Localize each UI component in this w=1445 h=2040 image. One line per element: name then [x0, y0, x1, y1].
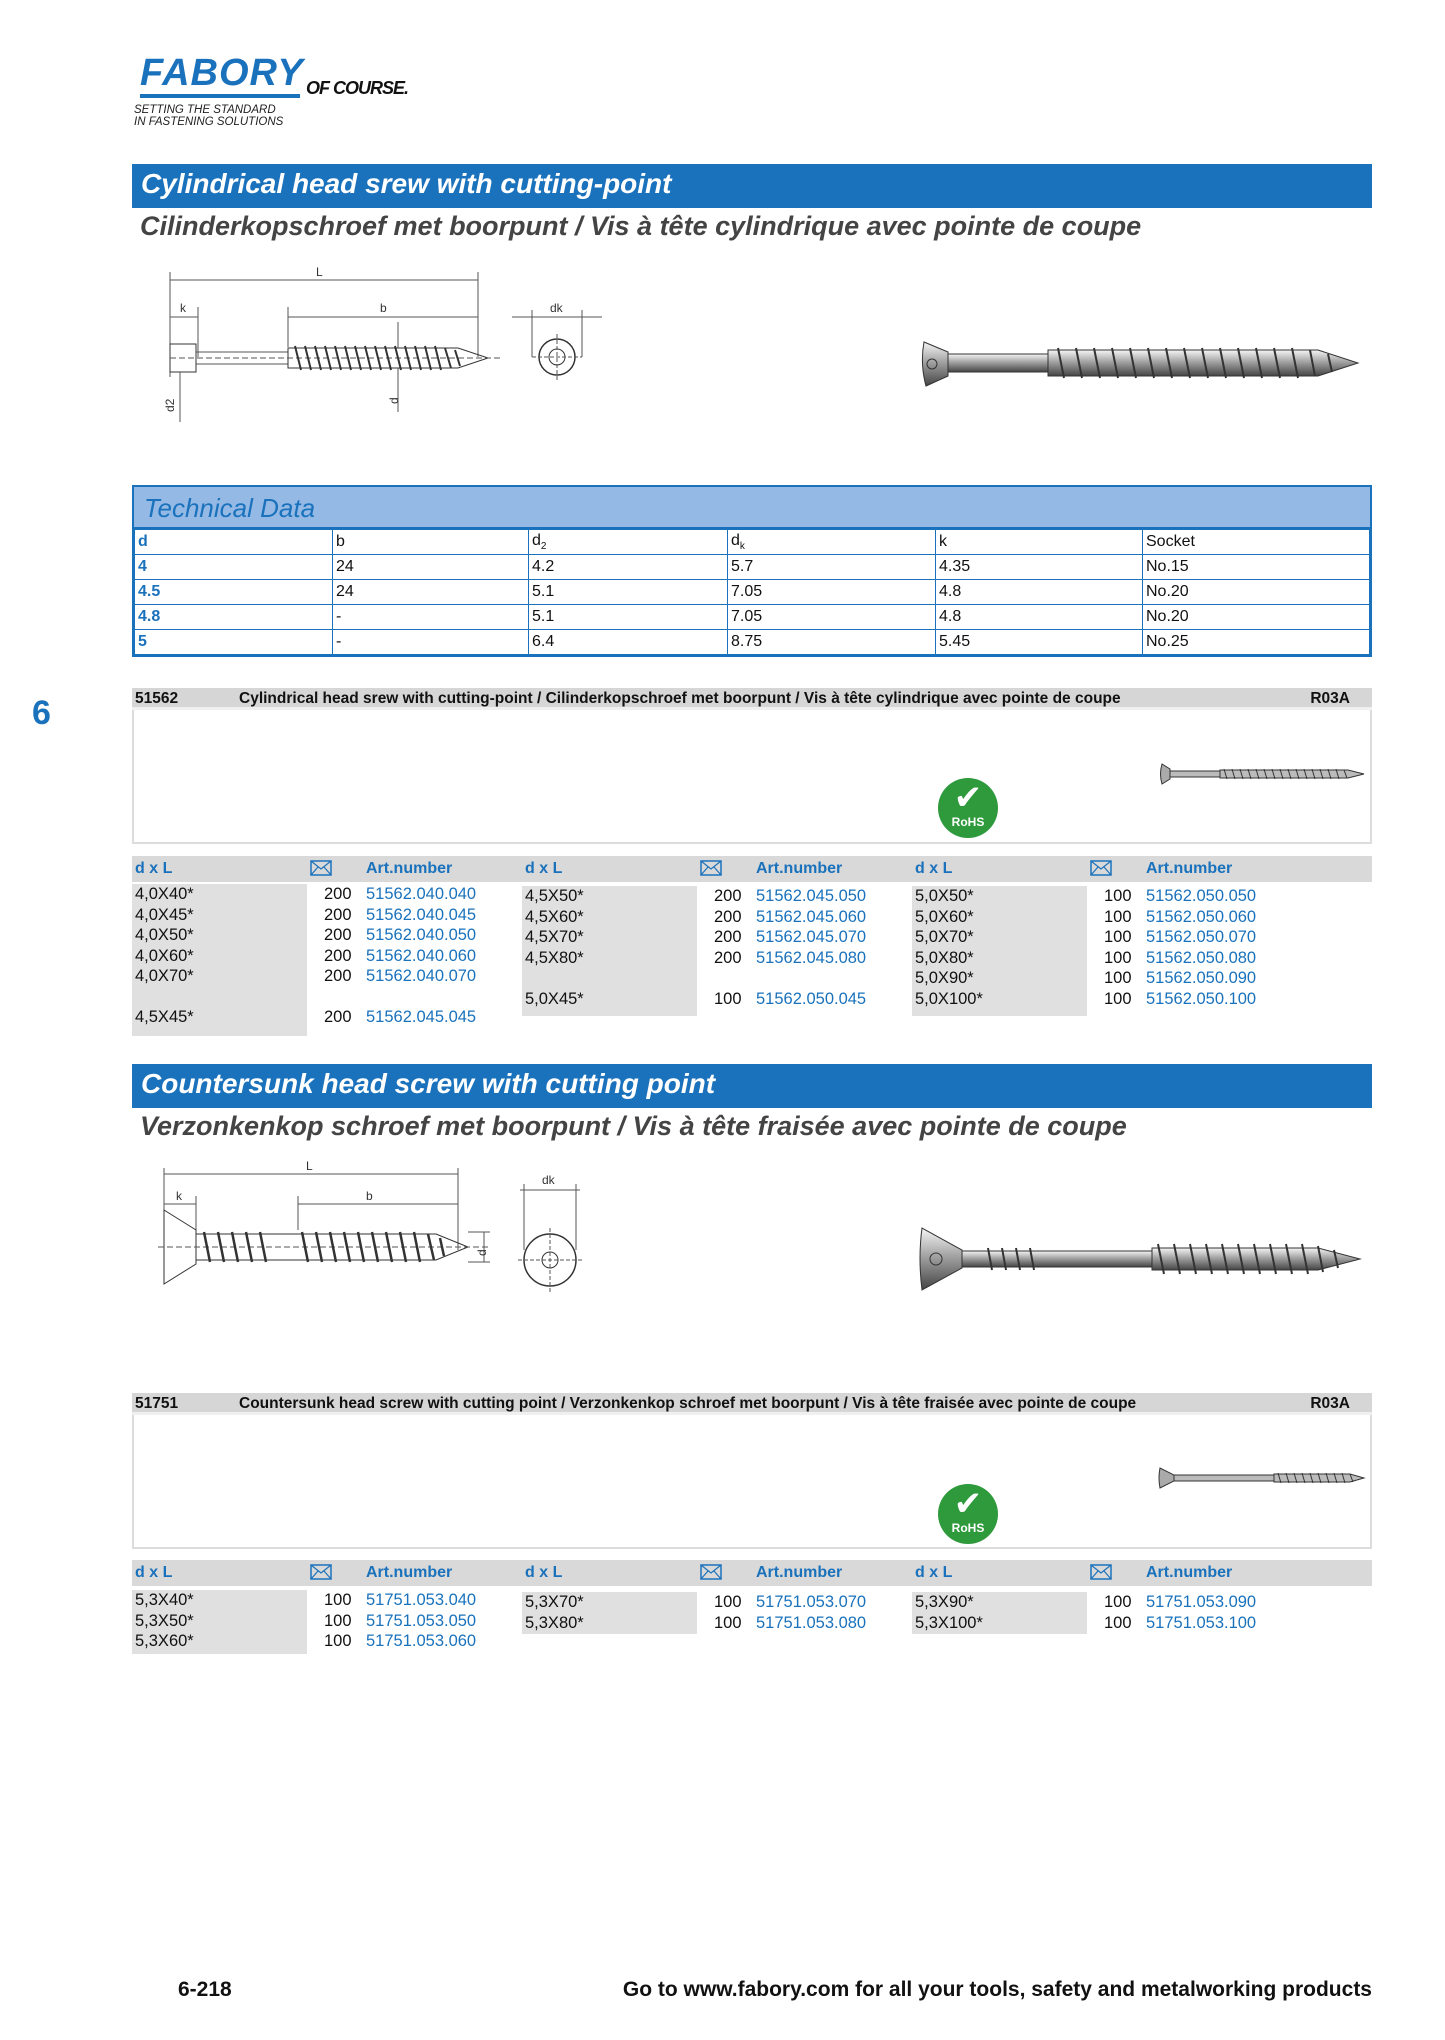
art-number-link[interactable]: 51751.053.070 [756, 1593, 867, 1611]
screw-drawing-cylindrical [140, 262, 610, 432]
qty-cell: 200 [714, 928, 742, 946]
header-art-number: Art.number [366, 860, 453, 877]
tech-cell: 5.1 [529, 605, 728, 630]
tech-row [135, 555, 1370, 580]
tech-cell: 24 [333, 555, 529, 580]
qty-cell: 200 [324, 905, 352, 924]
logo-underline [140, 94, 300, 98]
check-icon: ✔ [953, 778, 983, 818]
size-cell: 5,3X90* [915, 1593, 974, 1611]
size-cell: 4,5X45* [135, 1008, 194, 1026]
tech-cell: 4.35 [936, 555, 1143, 580]
tech-cell: No.20 [1143, 580, 1370, 605]
tech-cell: 7.05 [728, 580, 936, 605]
envelope-icon [1090, 1564, 1112, 1585]
tech-cell: 5.1 [529, 580, 728, 605]
logo-tagline [134, 104, 283, 128]
art-number-link[interactable]: 51751.053.060 [366, 1632, 477, 1650]
tech-cell: 4.8 [135, 605, 333, 630]
chapter-number: 6 [32, 694, 51, 732]
tech-cell: 7.05 [728, 605, 936, 630]
section2-subtitle: Verzonkenkop schroef met boorpunt / Vis à tête fraisée avec pointe de coupe [140, 1111, 1127, 1141]
logo-tagline-1: SETTING THE STANDARD [134, 104, 276, 116]
screw-thumbnail-countersunk [1158, 1464, 1368, 1494]
art-number-link[interactable]: 51562.045.080 [756, 948, 867, 967]
size-cell: 4,5X60* [525, 907, 584, 926]
size-cell: 5,3X100* [915, 1613, 983, 1632]
qty-cell: 100 [1104, 948, 1132, 967]
label-d2: d2 [163, 398, 177, 412]
tech-cell: 4 [135, 555, 333, 580]
tech-cell: 8.75 [728, 630, 936, 655]
label-dk-2: dk [542, 1173, 555, 1187]
size-cell: 5,0X70* [915, 928, 974, 946]
art-number-link[interactable]: 51562.040.070 [366, 967, 477, 985]
product-number-2: 51751 [135, 1395, 179, 1412]
qty-cell: 100 [1104, 1593, 1132, 1611]
size-cell: 4,5X70* [525, 928, 584, 946]
qty-cell: 100 [324, 1611, 352, 1630]
label-L: L [316, 265, 323, 279]
size-cell: 4,5X80* [525, 948, 584, 967]
size-cell: 5,0X60* [915, 907, 974, 926]
tech-cell: 4.8 [936, 580, 1143, 605]
tech-header-row [135, 530, 1370, 555]
qty-cell: 100 [714, 989, 742, 1008]
header-dxl: d x L [135, 1564, 173, 1581]
screw-drawing-countersunk [140, 1160, 610, 1310]
tech-row [135, 605, 1370, 630]
art-number-link[interactable]: 51751.053.050 [366, 1611, 477, 1630]
qty-cell: 100 [1104, 928, 1132, 946]
technical-data-heading: Technical Data [134, 487, 1370, 529]
envelope-icon [310, 860, 332, 881]
section2-title: Countersunk head screw with cutting point [132, 1064, 1372, 1108]
screw-photo-cylindrical [918, 320, 1368, 400]
size-cell: 4,0X50* [135, 926, 194, 944]
art-number-link[interactable]: 51751.053.090 [1146, 1593, 1257, 1611]
header-dxl: d x L [525, 860, 563, 877]
envelope-icon [700, 860, 722, 881]
logo-tagline-2: IN FASTENING SOLUTIONS [134, 116, 284, 128]
product-title: Cylindrical head srew with cutting-point / Cilinderkopschroef met boorpunt / Vis à tête cylindrique avec pointe de coupe [239, 690, 1121, 707]
label-b: b [380, 301, 387, 315]
label-d: d [387, 397, 401, 404]
tech-cell: 4.5 [135, 580, 333, 605]
qty-cell: 100 [1104, 907, 1132, 926]
art-number-link[interactable]: 51562.045.070 [756, 928, 867, 946]
label-k: k [180, 301, 186, 315]
qty-cell: 200 [324, 967, 352, 985]
check-icon-2: ✔ [953, 1484, 983, 1524]
header-art-number: Art.number [756, 860, 843, 877]
label-b-2: b [366, 1189, 373, 1203]
envelope-icon [310, 1564, 332, 1585]
section1-subtitle: Cilinderkopschroef met boorpunt / Vis à tête cylindrique avec pointe de coupe [140, 211, 1142, 241]
product-bar-51751 [132, 1393, 1372, 1415]
qty-cell: 200 [324, 926, 352, 944]
tech-cell: 5 [135, 630, 333, 655]
tech-cell: 5.45 [936, 630, 1143, 655]
art-number-link[interactable]: 51562.045.060 [756, 907, 867, 926]
qty-cell: 200 [324, 885, 352, 903]
tech-row [135, 630, 1370, 655]
tech-header-cell: $d_2$ [529, 530, 728, 555]
logo-main-text: FABORY [140, 52, 304, 94]
technical-data-grid [134, 529, 1370, 655]
art-number-link[interactable]: 51562.040.040 [366, 885, 477, 903]
product-table-header-1 [132, 856, 1372, 882]
rohs-icon-2 [938, 1484, 998, 1544]
art-number-link[interactable]: 51562.050.045 [756, 989, 867, 1008]
tech-header-cell: Socket [1143, 530, 1370, 555]
footer-tagline: Go to www.fabory.com for all your tools, safety and metalworking products [622, 1978, 1372, 2001]
size-cell: 5,3X50* [135, 1611, 194, 1630]
qty-cell: 100 [1104, 989, 1132, 1008]
product-bar-51562 [132, 688, 1372, 710]
qty-cell: 200 [714, 907, 742, 926]
art-number-link[interactable]: 51562.050.070 [1146, 928, 1257, 946]
label-k-2: k [176, 1189, 182, 1203]
size-cell: 5,0X45* [525, 989, 584, 1008]
tech-cell: No.25 [1143, 630, 1370, 655]
product-code: R03A [1310, 690, 1350, 707]
product-code-2: R03A [1310, 1395, 1350, 1412]
size-cell: 4,0X45* [135, 905, 194, 924]
envelope-icon [700, 1564, 722, 1585]
tech-cell: 4.2 [529, 555, 728, 580]
tech-cell: - [333, 605, 529, 630]
tech-cell: 4.8 [936, 605, 1143, 630]
art-number-link[interactable]: 51562.040.060 [366, 946, 477, 965]
header-dxl: d x L [525, 1564, 563, 1581]
qty-cell: 100 [1104, 887, 1132, 905]
art-number-link[interactable]: 51562.050.060 [1146, 907, 1257, 926]
size-cell: 5,3X40* [135, 1591, 194, 1609]
size-cell: 5,0X80* [915, 948, 974, 967]
tech-header-cell: $d_k$ [728, 530, 936, 555]
label-L-2: L [306, 1160, 313, 1173]
qty-cell: 100 [714, 1593, 742, 1611]
product-number: 51562 [135, 690, 179, 707]
art-number-link[interactable]: 51562.040.050 [366, 926, 477, 944]
art-number-link[interactable]: 51562.050.090 [1146, 969, 1257, 987]
size-cell: 5,0X100* [915, 989, 983, 1008]
size-cell: 5,3X70* [525, 1593, 584, 1611]
header-dxl: d x L [135, 860, 173, 877]
screw-thumbnail-cylindrical [1158, 760, 1368, 790]
qty-cell: 100 [1104, 969, 1132, 987]
art-number-link[interactable]: 51751.053.080 [756, 1613, 867, 1632]
header-art-number: Art.number [756, 1564, 843, 1581]
rohs-icon [938, 778, 998, 838]
tech-cell: 6.4 [529, 630, 728, 655]
art-number-link[interactable]: 51751.053.100 [1146, 1613, 1257, 1632]
tech-cell: 5.7 [728, 555, 936, 580]
art-number-link[interactable]: 51562.050.080 [1146, 948, 1257, 967]
tech-header-cell: k [936, 530, 1143, 555]
qty-cell: 200 [714, 948, 742, 967]
qty-cell: 100 [714, 1613, 742, 1632]
size-cell: 5,0X50* [915, 887, 974, 905]
header-dxl: d x L [915, 1564, 953, 1581]
art-number-link[interactable]: 51562.045.045 [366, 1008, 477, 1026]
product-table-header-2 [132, 1560, 1372, 1586]
tech-cell: No.15 [1143, 555, 1370, 580]
size-cell: 4,0X60* [135, 946, 194, 965]
page-number: 6-218 [178, 1978, 232, 2001]
rohs-label: RoHS [951, 815, 985, 829]
tech-header-cell: d [135, 530, 333, 555]
header-dxl: d x L [915, 860, 953, 877]
tech-header-cell: b [333, 530, 529, 555]
label-d-2: d [475, 1249, 489, 1256]
tech-cell: 24 [333, 580, 529, 605]
size-cell: 5,3X60* [135, 1632, 194, 1650]
qty-cell: 100 [324, 1591, 352, 1609]
header-art-number: Art.number [366, 1564, 453, 1581]
technical-data-table [132, 485, 1372, 657]
tech-cell: - [333, 630, 529, 655]
size-cell: 5,0X90* [915, 969, 974, 987]
art-number-link[interactable]: 51562.050.050 [1146, 887, 1257, 905]
header-art-number: Art.number [1146, 860, 1233, 877]
art-number-link[interactable]: 51562.045.050 [756, 887, 867, 905]
screw-photo-countersunk [918, 1218, 1368, 1298]
product-title-2: Countersunk head screw with cutting point / Verzonkenkop schroef met boorpunt / Vis à tête fraisée avec pointe de coupe [239, 1395, 1137, 1412]
qty-cell: 100 [1104, 1613, 1132, 1632]
envelope-icon [1090, 860, 1112, 881]
tech-row [135, 580, 1370, 605]
size-cell: 4,0X70* [135, 967, 194, 985]
header-art-number: Art.number [1146, 1564, 1233, 1581]
section1-title: Cylindrical head srew with cutting-point [132, 164, 1372, 208]
art-number-link[interactable]: 51562.040.045 [366, 905, 477, 924]
size-cell: 4,0X40* [135, 885, 194, 903]
size-cell: 5,3X80* [525, 1613, 584, 1632]
qty-cell: 200 [324, 946, 352, 965]
qty-cell: 200 [324, 1008, 352, 1026]
art-number-link[interactable]: 51562.050.100 [1146, 989, 1257, 1008]
tech-cell: No.20 [1143, 605, 1370, 630]
art-number-link[interactable]: 51751.053.040 [366, 1591, 477, 1609]
fabory-logo [134, 52, 434, 132]
qty-cell: 200 [714, 887, 742, 905]
label-dk: dk [550, 301, 563, 315]
logo-sub-text: OF COURSE. [306, 78, 409, 98]
size-cell: 4,5X50* [525, 887, 584, 905]
qty-cell: 100 [324, 1632, 352, 1650]
rohs-label-2: RoHS [951, 1521, 985, 1535]
